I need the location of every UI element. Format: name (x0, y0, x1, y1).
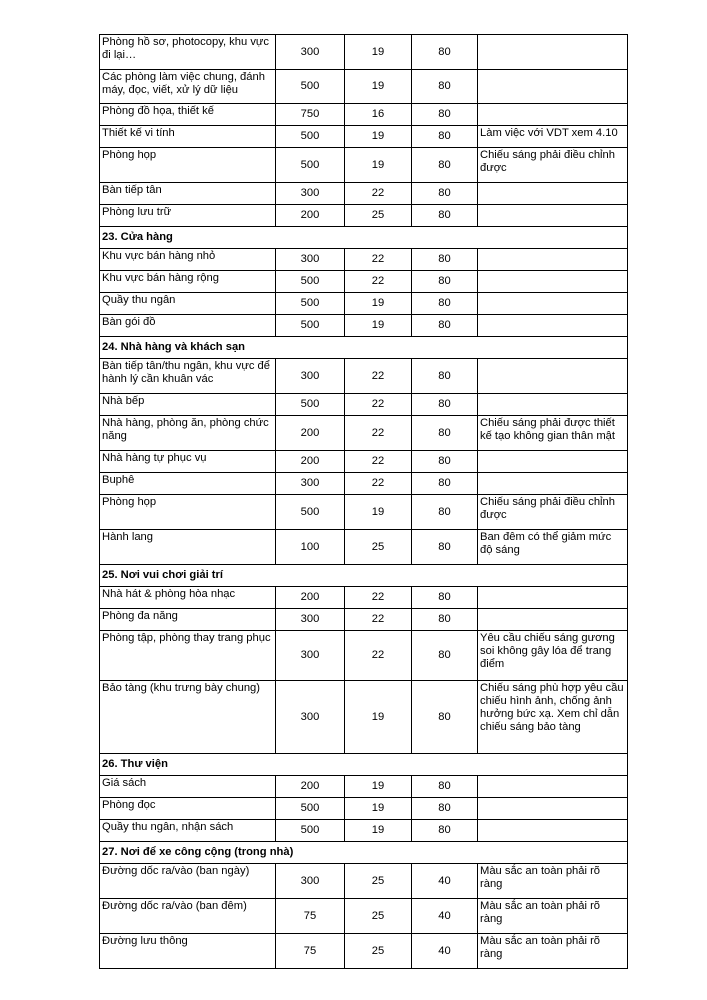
room-type-cell: Đường dốc ra/vào (ban đêm) (100, 899, 276, 934)
room-type-cell: Phòng đồ họa, thiết kế (100, 104, 276, 126)
table-row (100, 394, 628, 416)
notes-cell: Chiếu sáng phù hợp yêu cầu chiếu hình ảnh, chống ảnh hưởng bức xạ. Xem chỉ dẫn chiếu sáng bảo tàng (478, 681, 628, 754)
room-type-cell: Bàn tiếp tân (100, 183, 276, 205)
table-row (100, 148, 628, 183)
glare-index-cell: 19 (345, 798, 412, 820)
notes-cell (478, 359, 628, 394)
room-type-cell: Quầy thu ngân, nhận sách (100, 820, 276, 842)
section-header-row (100, 565, 628, 587)
table-row (100, 70, 628, 104)
room-type-cell: Hành lang (100, 530, 276, 565)
color-rendering-cell: 80 (412, 587, 478, 609)
notes-cell (478, 183, 628, 205)
section-header-row (100, 842, 628, 864)
notes-cell (478, 293, 628, 315)
illuminance-cell: 75 (276, 899, 345, 934)
color-rendering-cell: 80 (412, 776, 478, 798)
color-rendering-cell: 80 (412, 394, 478, 416)
notes-cell (478, 587, 628, 609)
room-type-cell: Bàn gói đồ (100, 315, 276, 337)
table-row (100, 205, 628, 227)
table-row (100, 315, 628, 337)
notes-cell (478, 798, 628, 820)
glare-index-cell: 22 (345, 249, 412, 271)
room-type-cell: Phòng họp (100, 148, 276, 183)
section-title: 24. Nhà hàng và khách sạn (100, 337, 628, 359)
room-type-cell: Thiết kế vi tính (100, 126, 276, 148)
table-row (100, 899, 628, 934)
room-type-cell: Khu vực bán hàng rộng (100, 271, 276, 293)
notes-cell: Màu sắc an toàn phải rõ ràng (478, 934, 628, 969)
table-row (100, 183, 628, 205)
notes-cell (478, 271, 628, 293)
color-rendering-cell: 80 (412, 473, 478, 495)
glare-index-cell: 22 (345, 183, 412, 205)
room-type-cell: Nhà bếp (100, 394, 276, 416)
glare-index-cell: 22 (345, 609, 412, 631)
glare-index-cell: 25 (345, 934, 412, 969)
glare-index-cell: 19 (345, 315, 412, 337)
illuminance-cell: 200 (276, 205, 345, 227)
illuminance-cell: 300 (276, 681, 345, 754)
notes-cell: Ban đêm có thể giảm mức độ sáng (478, 530, 628, 565)
glare-index-cell: 19 (345, 776, 412, 798)
notes-cell (478, 249, 628, 271)
room-type-cell: Giá sách (100, 776, 276, 798)
room-type-cell: Đường dốc ra/vào (ban ngày) (100, 864, 276, 899)
table-row (100, 864, 628, 899)
color-rendering-cell: 80 (412, 820, 478, 842)
table-row (100, 495, 628, 530)
room-type-cell: Buphê (100, 473, 276, 495)
color-rendering-cell: 80 (412, 631, 478, 681)
color-rendering-cell: 80 (412, 70, 478, 104)
illuminance-cell: 300 (276, 473, 345, 495)
glare-index-cell: 22 (345, 416, 412, 451)
glare-index-cell: 19 (345, 35, 412, 70)
section-title: 25. Nơi vui chơi giải trí (100, 565, 628, 587)
glare-index-cell: 22 (345, 473, 412, 495)
room-type-cell: Khu vực bán hàng nhỏ (100, 249, 276, 271)
illuminance-cell: 200 (276, 587, 345, 609)
table-row (100, 104, 628, 126)
illuminance-cell: 300 (276, 631, 345, 681)
illuminance-cell: 200 (276, 451, 345, 473)
section-title: 23. Cửa hàng (100, 227, 628, 249)
table-row (100, 271, 628, 293)
color-rendering-cell: 40 (412, 864, 478, 899)
glare-index-cell: 25 (345, 530, 412, 565)
notes-cell (478, 451, 628, 473)
glare-index-cell: 22 (345, 394, 412, 416)
glare-index-cell: 19 (345, 148, 412, 183)
illuminance-cell: 500 (276, 126, 345, 148)
section-header-row (100, 754, 628, 776)
illuminance-cell: 75 (276, 934, 345, 969)
glare-index-cell: 25 (345, 205, 412, 227)
color-rendering-cell: 80 (412, 271, 478, 293)
color-rendering-cell: 80 (412, 35, 478, 70)
color-rendering-cell: 80 (412, 104, 478, 126)
color-rendering-cell: 80 (412, 798, 478, 820)
section-title: 26. Thư viện (100, 754, 628, 776)
notes-cell: Yêu cầu chiếu sáng gương soi không gây lóa để trang điểm (478, 631, 628, 681)
illuminance-cell: 200 (276, 416, 345, 451)
notes-cell (478, 609, 628, 631)
color-rendering-cell: 80 (412, 530, 478, 565)
room-type-cell: Nhà hàng tự phục vụ (100, 451, 276, 473)
glare-index-cell: 19 (345, 293, 412, 315)
glare-index-cell: 19 (345, 820, 412, 842)
illuminance-cell: 500 (276, 293, 345, 315)
color-rendering-cell: 80 (412, 416, 478, 451)
color-rendering-cell: 80 (412, 315, 478, 337)
room-type-cell: Phòng tập, phòng thay trang phục (100, 631, 276, 681)
color-rendering-cell: 80 (412, 126, 478, 148)
table-row (100, 293, 628, 315)
glare-index-cell: 22 (345, 587, 412, 609)
notes-cell: Chiếu sáng phải điều chỉnh được (478, 148, 628, 183)
room-type-cell: Phòng họp (100, 495, 276, 530)
table-body (100, 35, 628, 969)
table-row (100, 530, 628, 565)
illuminance-cell: 300 (276, 359, 345, 394)
glare-index-cell: 16 (345, 104, 412, 126)
table-row (100, 451, 628, 473)
table-row (100, 820, 628, 842)
notes-cell: Màu sắc an toàn phải rõ ràng (478, 899, 628, 934)
notes-cell: Làm việc với VDT xem 4.10 (478, 126, 628, 148)
room-type-cell: Các phòng làm việc chung, đánh máy, đọc, viết, xử lý dữ liệu (100, 70, 276, 104)
lighting-requirements-table (99, 34, 628, 969)
illuminance-cell: 300 (276, 35, 345, 70)
section-header-row (100, 227, 628, 249)
glare-index-cell: 19 (345, 495, 412, 530)
color-rendering-cell: 80 (412, 249, 478, 271)
notes-cell (478, 820, 628, 842)
illuminance-cell: 500 (276, 148, 345, 183)
notes-cell (478, 205, 628, 227)
room-type-cell: Bảo tàng (khu trưng bày chung) (100, 681, 276, 754)
glare-index-cell: 22 (345, 451, 412, 473)
illuminance-cell: 300 (276, 249, 345, 271)
notes-cell (478, 315, 628, 337)
color-rendering-cell: 80 (412, 609, 478, 631)
notes-cell (478, 473, 628, 495)
illuminance-cell: 500 (276, 798, 345, 820)
color-rendering-cell: 40 (412, 899, 478, 934)
illuminance-cell: 750 (276, 104, 345, 126)
room-type-cell: Phòng lưu trữ (100, 205, 276, 227)
color-rendering-cell: 40 (412, 934, 478, 969)
table-row (100, 587, 628, 609)
color-rendering-cell: 80 (412, 293, 478, 315)
room-type-cell: Phòng đọc (100, 798, 276, 820)
glare-index-cell: 25 (345, 899, 412, 934)
table-row (100, 776, 628, 798)
glare-index-cell: 19 (345, 681, 412, 754)
table-row (100, 631, 628, 681)
notes-cell (478, 776, 628, 798)
glare-index-cell: 22 (345, 271, 412, 293)
room-type-cell: Nhà hát & phòng hòa nhạc (100, 587, 276, 609)
glare-index-cell: 19 (345, 126, 412, 148)
color-rendering-cell: 80 (412, 148, 478, 183)
color-rendering-cell: 80 (412, 681, 478, 754)
illuminance-cell: 500 (276, 271, 345, 293)
illuminance-cell: 500 (276, 70, 345, 104)
color-rendering-cell: 80 (412, 205, 478, 227)
table-row (100, 35, 628, 70)
table-row (100, 609, 628, 631)
room-type-cell: Phòng hồ sơ, photocopy, khu vực đi lại… (100, 35, 276, 70)
illuminance-cell: 200 (276, 776, 345, 798)
room-type-cell: Quầy thu ngân (100, 293, 276, 315)
table-row (100, 249, 628, 271)
glare-index-cell: 25 (345, 864, 412, 899)
room-type-cell: Bàn tiếp tân/thu ngân, khu vực để hành lý cần khuân vác (100, 359, 276, 394)
section-title: 27. Nơi để xe công cộng (trong nhà) (100, 842, 628, 864)
illuminance-cell: 500 (276, 495, 345, 530)
glare-index-cell: 19 (345, 70, 412, 104)
notes-cell (478, 70, 628, 104)
glare-index-cell: 22 (345, 359, 412, 394)
notes-cell: Chiếu sáng phải điều chỉnh được (478, 495, 628, 530)
table-row (100, 681, 628, 754)
table-row (100, 126, 628, 148)
color-rendering-cell: 80 (412, 359, 478, 394)
table-row (100, 934, 628, 969)
illuminance-cell: 500 (276, 394, 345, 416)
glare-index-cell: 22 (345, 631, 412, 681)
notes-cell (478, 104, 628, 126)
color-rendering-cell: 80 (412, 451, 478, 473)
table-row (100, 416, 628, 451)
color-rendering-cell: 80 (412, 183, 478, 205)
color-rendering-cell: 80 (412, 495, 478, 530)
notes-cell (478, 35, 628, 70)
notes-cell (478, 394, 628, 416)
room-type-cell: Nhà hàng, phòng ăn, phòng chức năng (100, 416, 276, 451)
room-type-cell: Đường lưu thông (100, 934, 276, 969)
illuminance-cell: 300 (276, 183, 345, 205)
room-type-cell: Phòng đa năng (100, 609, 276, 631)
table-row (100, 798, 628, 820)
illuminance-cell: 500 (276, 820, 345, 842)
illuminance-cell: 300 (276, 609, 345, 631)
notes-cell: Chiếu sáng phải được thiết kế tạo không gian thân mật (478, 416, 628, 451)
illuminance-cell: 300 (276, 864, 345, 899)
section-header-row (100, 337, 628, 359)
table-row (100, 359, 628, 394)
illuminance-cell: 500 (276, 315, 345, 337)
table-row (100, 473, 628, 495)
notes-cell: Màu sắc an toàn phải rõ ràng (478, 864, 628, 899)
illuminance-cell: 100 (276, 530, 345, 565)
